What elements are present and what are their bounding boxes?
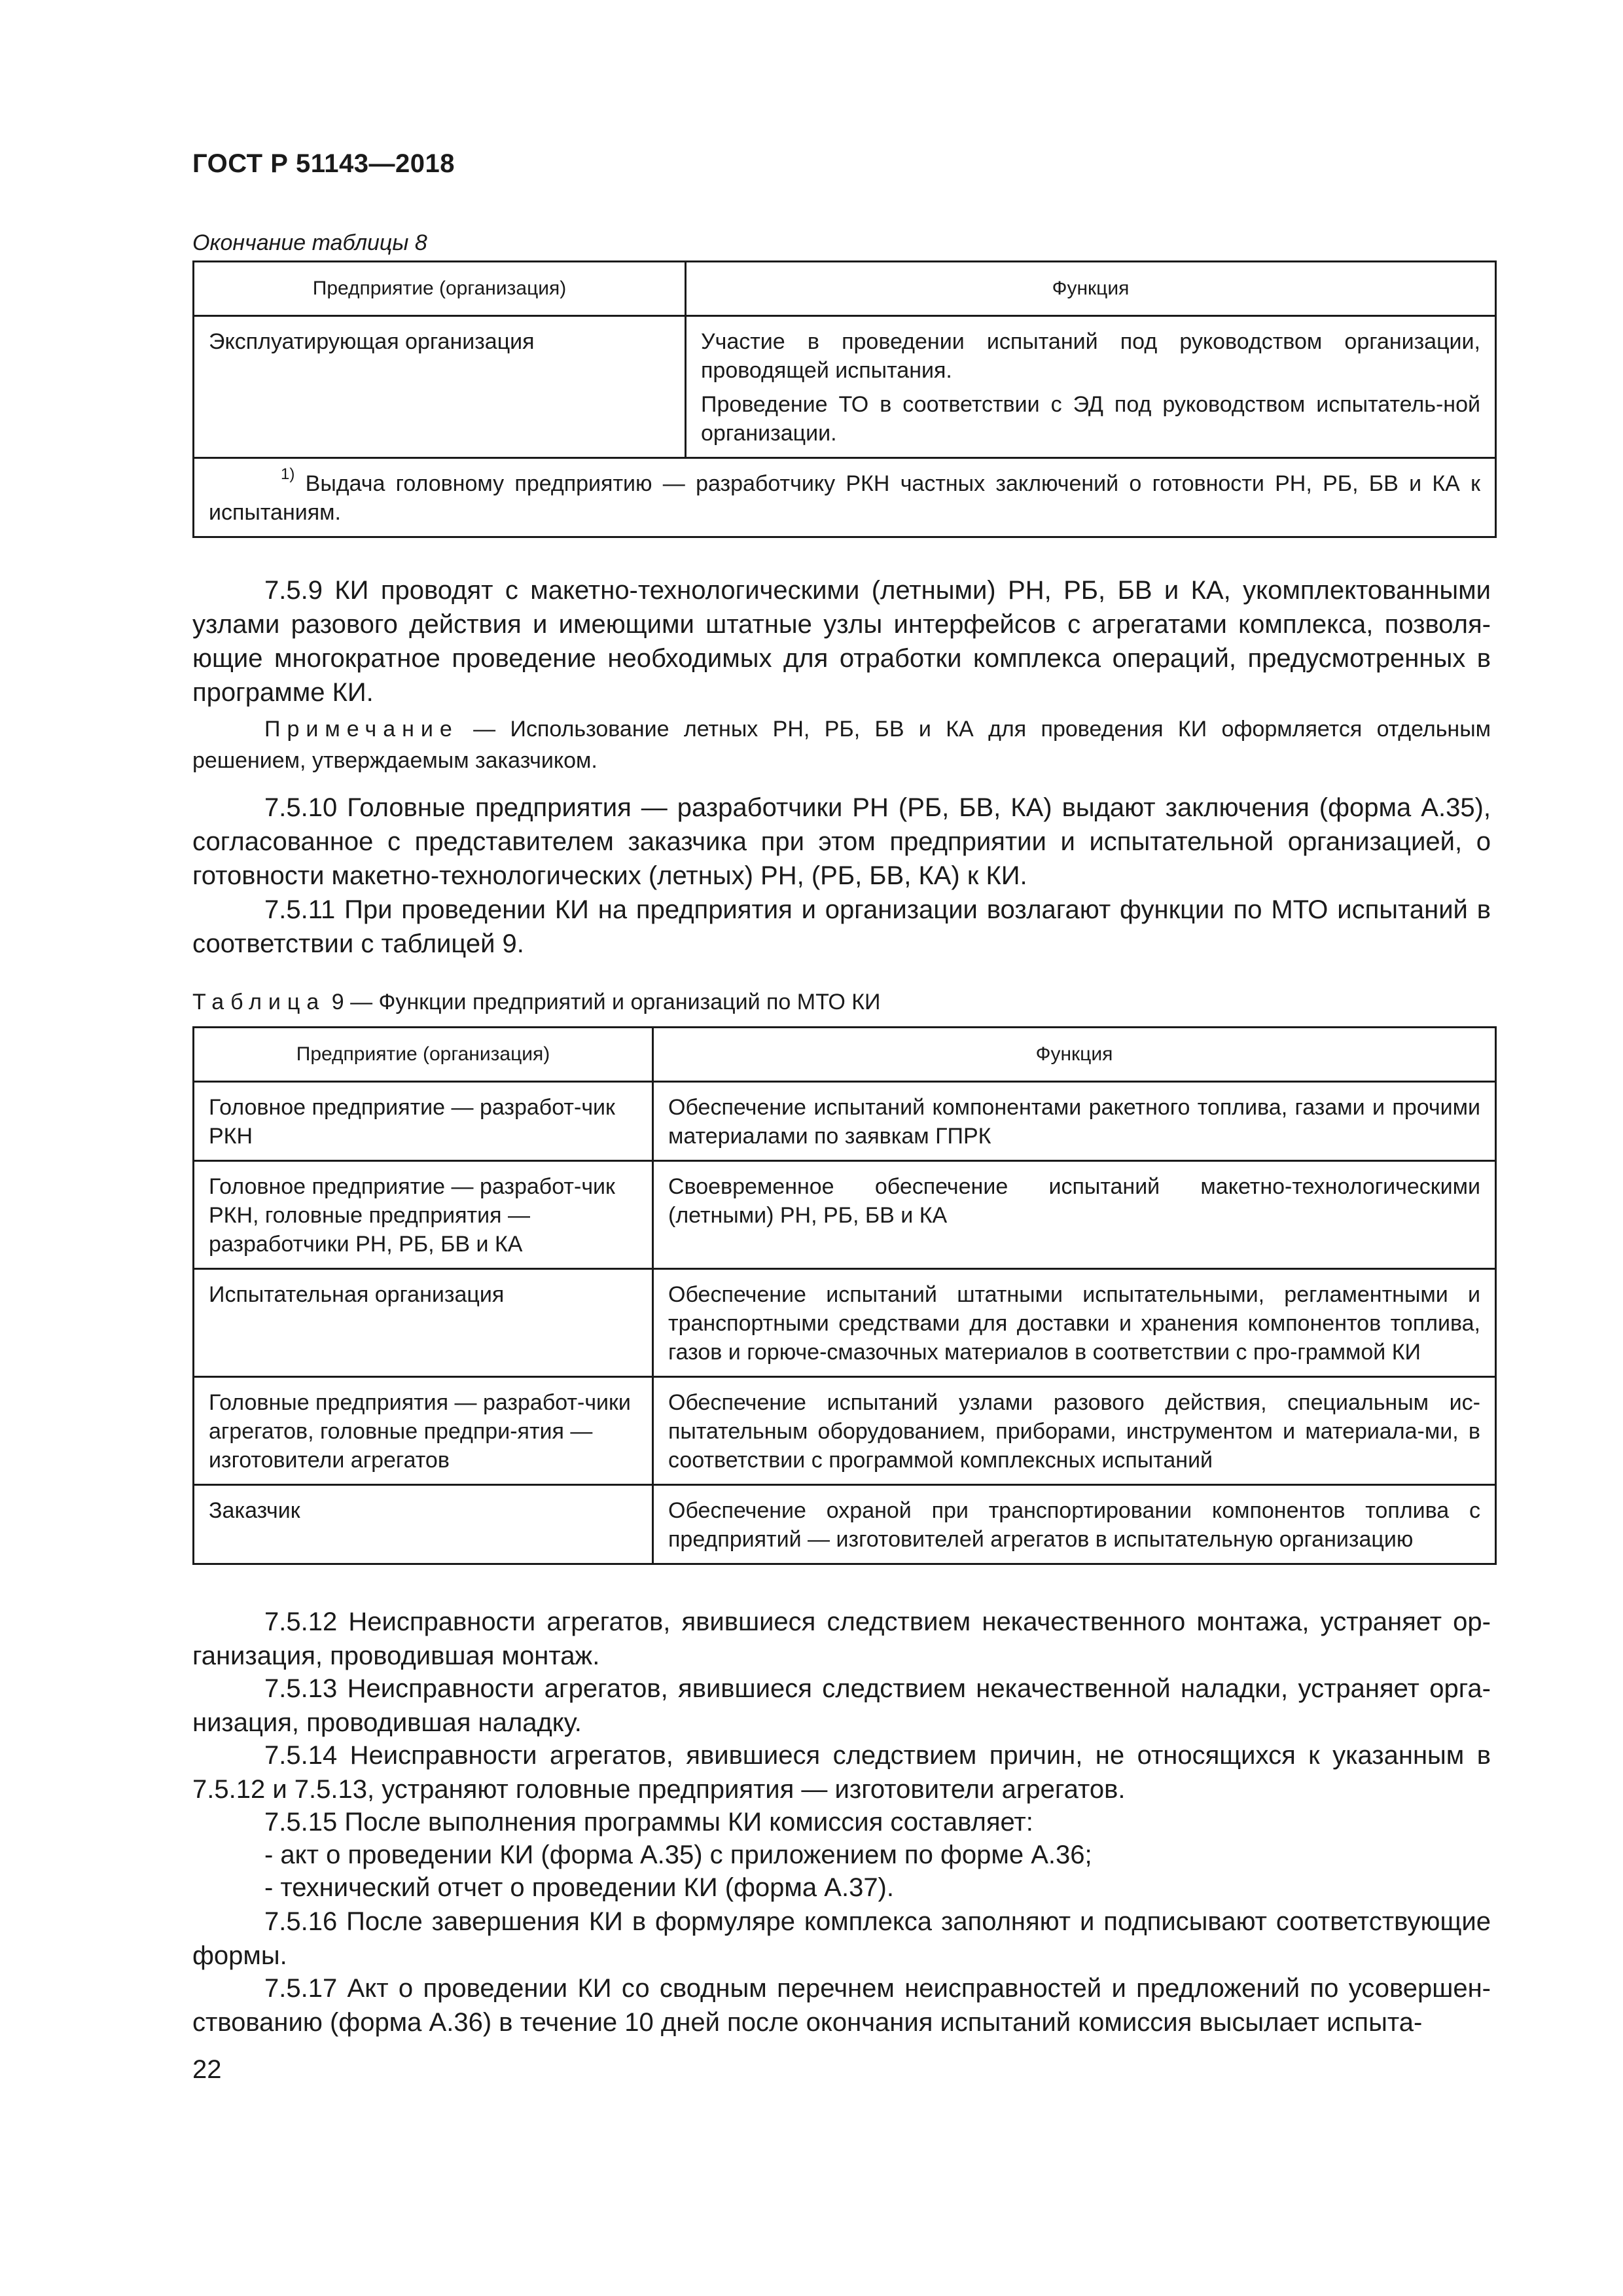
table9-col-function: Функция [653, 1028, 1496, 1082]
table9-col-org: Предприятие (организация) [194, 1028, 653, 1082]
table8-function-line: Проведение ТО в соответствии с ЭД под руководством испытатель-ной организации. [701, 392, 1480, 446]
table9-header-row [194, 1028, 1496, 1082]
table9-function-cell: Обеспечение испытаний штатными испытательными, регламентными и транспортными средствами для доставки и хранения компонентов топлива, газов и горюче-смазочных материалов в соответствии с про-граммой КИ [653, 1269, 1496, 1377]
paragraph-7-5-15: 7.5.15 После выполнения программы КИ комиссия составляет: [264, 1808, 1033, 1837]
paragraph-7-5-17: 7.5.17 Акт о проведении КИ со сводным перечнем неисправностей и предложений по усовершен-ствованию (форма А.36) в течение 10 дней после окончания испытаний комиссия высылает испыта- [192, 1974, 1491, 2037]
table8-caption: Окончание таблицы 8 [192, 230, 427, 255]
table9-caption-label: Таблица [192, 990, 326, 1014]
table8-footnote-row [194, 458, 1496, 537]
list-item: - акт о проведении КИ (форма А.35) с приложением по форме А.36; [264, 1840, 1092, 1869]
table9-function-cell: Своевременное обеспечение испытаний макетно-технологическими (летными) РН, РБ, БВ и КА [653, 1161, 1496, 1269]
paragraph-7-5-10: 7.5.10 Головные предприятия — разработчики РН (РБ, БВ, КА) выдают заключения (форма А.35), согласованное с представителем заказчика при этом предприятии и испытательной организацией, о готовности макетно-технологических (летных) РН, (РБ, БВ, КА) к КИ. [192, 793, 1491, 890]
table-row [194, 1161, 1496, 1269]
table8-function-cell [686, 316, 1496, 458]
table8-footnote-text: Выдача головному предприятию — разработчику РКН частных заключений о готовности РН, РБ, БВ и КА к испытаниям. [209, 471, 1481, 525]
table-row [194, 1082, 1496, 1161]
table-row [194, 316, 1496, 458]
note-text: — Использование летных РН, РБ, БВ и КА для проведения КИ оформляется отдельным решением, утверждаемым заказчиком. [192, 717, 1491, 773]
table8-col-org: Предприятие (организация) [194, 262, 686, 316]
table8-footnote-cell [194, 458, 1496, 537]
table9-function-cell: Обеспечение испытаний узлами разового действия, специальным ис-пытательным оборудованием, приборами, инструментом и материала-ми, в соответствии с программой комплексных испытаний [653, 1377, 1496, 1485]
table9-function-cell: Обеспечение испытаний компонентами ракетного топлива, газами и прочими материалами по заявкам ГПРК [653, 1082, 1496, 1161]
table-9 [192, 1026, 1497, 1565]
table-row [194, 1377, 1496, 1485]
table9-function-cell: Обеспечение охраной при транспортировании компонентов топлива с предприятий — изготовителей агрегатов в испытательную организацию [653, 1485, 1496, 1564]
table8-header-row [194, 262, 1496, 316]
paragraph-7-5-9: 7.5.9 КИ проводят с макетно-технологическими (летными) РН, РБ, БВ и КА, укомплектованными узлами разового действия и имеющими штатные узлы интерфейсов с агрегатами комплекса, позволя-ющие многократное проведение необходимых для отработки комплекса операций, предусмотренных в программе КИ. [192, 576, 1491, 707]
table9-org-cell: Головное предприятие — разработ-чик РКН [194, 1082, 653, 1161]
table8-org-cell: Эксплуатирующая организация [194, 316, 686, 458]
page-number: 22 [192, 2055, 222, 2084]
table8-function-line: Участие в проведении испытаний под руководством организации, проводящей испытания. [701, 329, 1480, 383]
document-header: ГОСТ Р 51143—2018 [192, 149, 455, 178]
paragraph-7-5-14: 7.5.14 Неисправности агрегатов, явившиеся следствием причин, не относящихся к указанным в 7.5.12 и 7.5.13, устраняют головные предприятия — изготовители агрегатов. [192, 1741, 1491, 1804]
table9-org-cell: Головное предприятие — разработ-чик РКН, головные предприятия — разработчики РН, РБ, БВ и КА [194, 1161, 653, 1269]
list-item: - технический отчет о проведении КИ (форма А.37). [264, 1873, 894, 1902]
table9-org-cell: Головные предприятия — разработ-чики агрегатов, головные предпри-ятия — изготовители агрегатов [194, 1377, 653, 1485]
table9-org-cell: Заказчик [194, 1485, 653, 1564]
table-8 [192, 260, 1497, 538]
table8-col-function: Функция [686, 262, 1496, 316]
table9-caption-text: 9 — Функции предприятий и организаций по МТО КИ [325, 990, 881, 1014]
paragraph-7-5-13: 7.5.13 Неисправности агрегатов, явившиеся следствием некачественной наладки, устраняет орга-низация, проводившая наладку. [192, 1674, 1491, 1737]
paragraph-7-5-16: 7.5.16 После завершения КИ в формуляре комплекса заполняют и подписывают соответствующие формы. [192, 1907, 1491, 1970]
note-label: Примечание [264, 717, 459, 742]
note-paragraph [192, 713, 1491, 776]
table9-org-cell: Испытательная организация [194, 1269, 653, 1377]
table9-caption [192, 990, 880, 1015]
table-row [194, 1485, 1496, 1564]
paragraph-7-5-12: 7.5.12 Неисправности агрегатов, явившиеся следствием некачественного монтажа, устраняет ор-ганизация, проводившая монтаж. [192, 1607, 1491, 1670]
table-row [194, 1269, 1496, 1377]
footnote-mark: 1) [281, 465, 295, 483]
paragraph-7-5-11: 7.5.11 При проведении КИ на предприятия и организации возлагают функции по МТО испытаний в соответствии с таблицей 9. [192, 895, 1491, 958]
